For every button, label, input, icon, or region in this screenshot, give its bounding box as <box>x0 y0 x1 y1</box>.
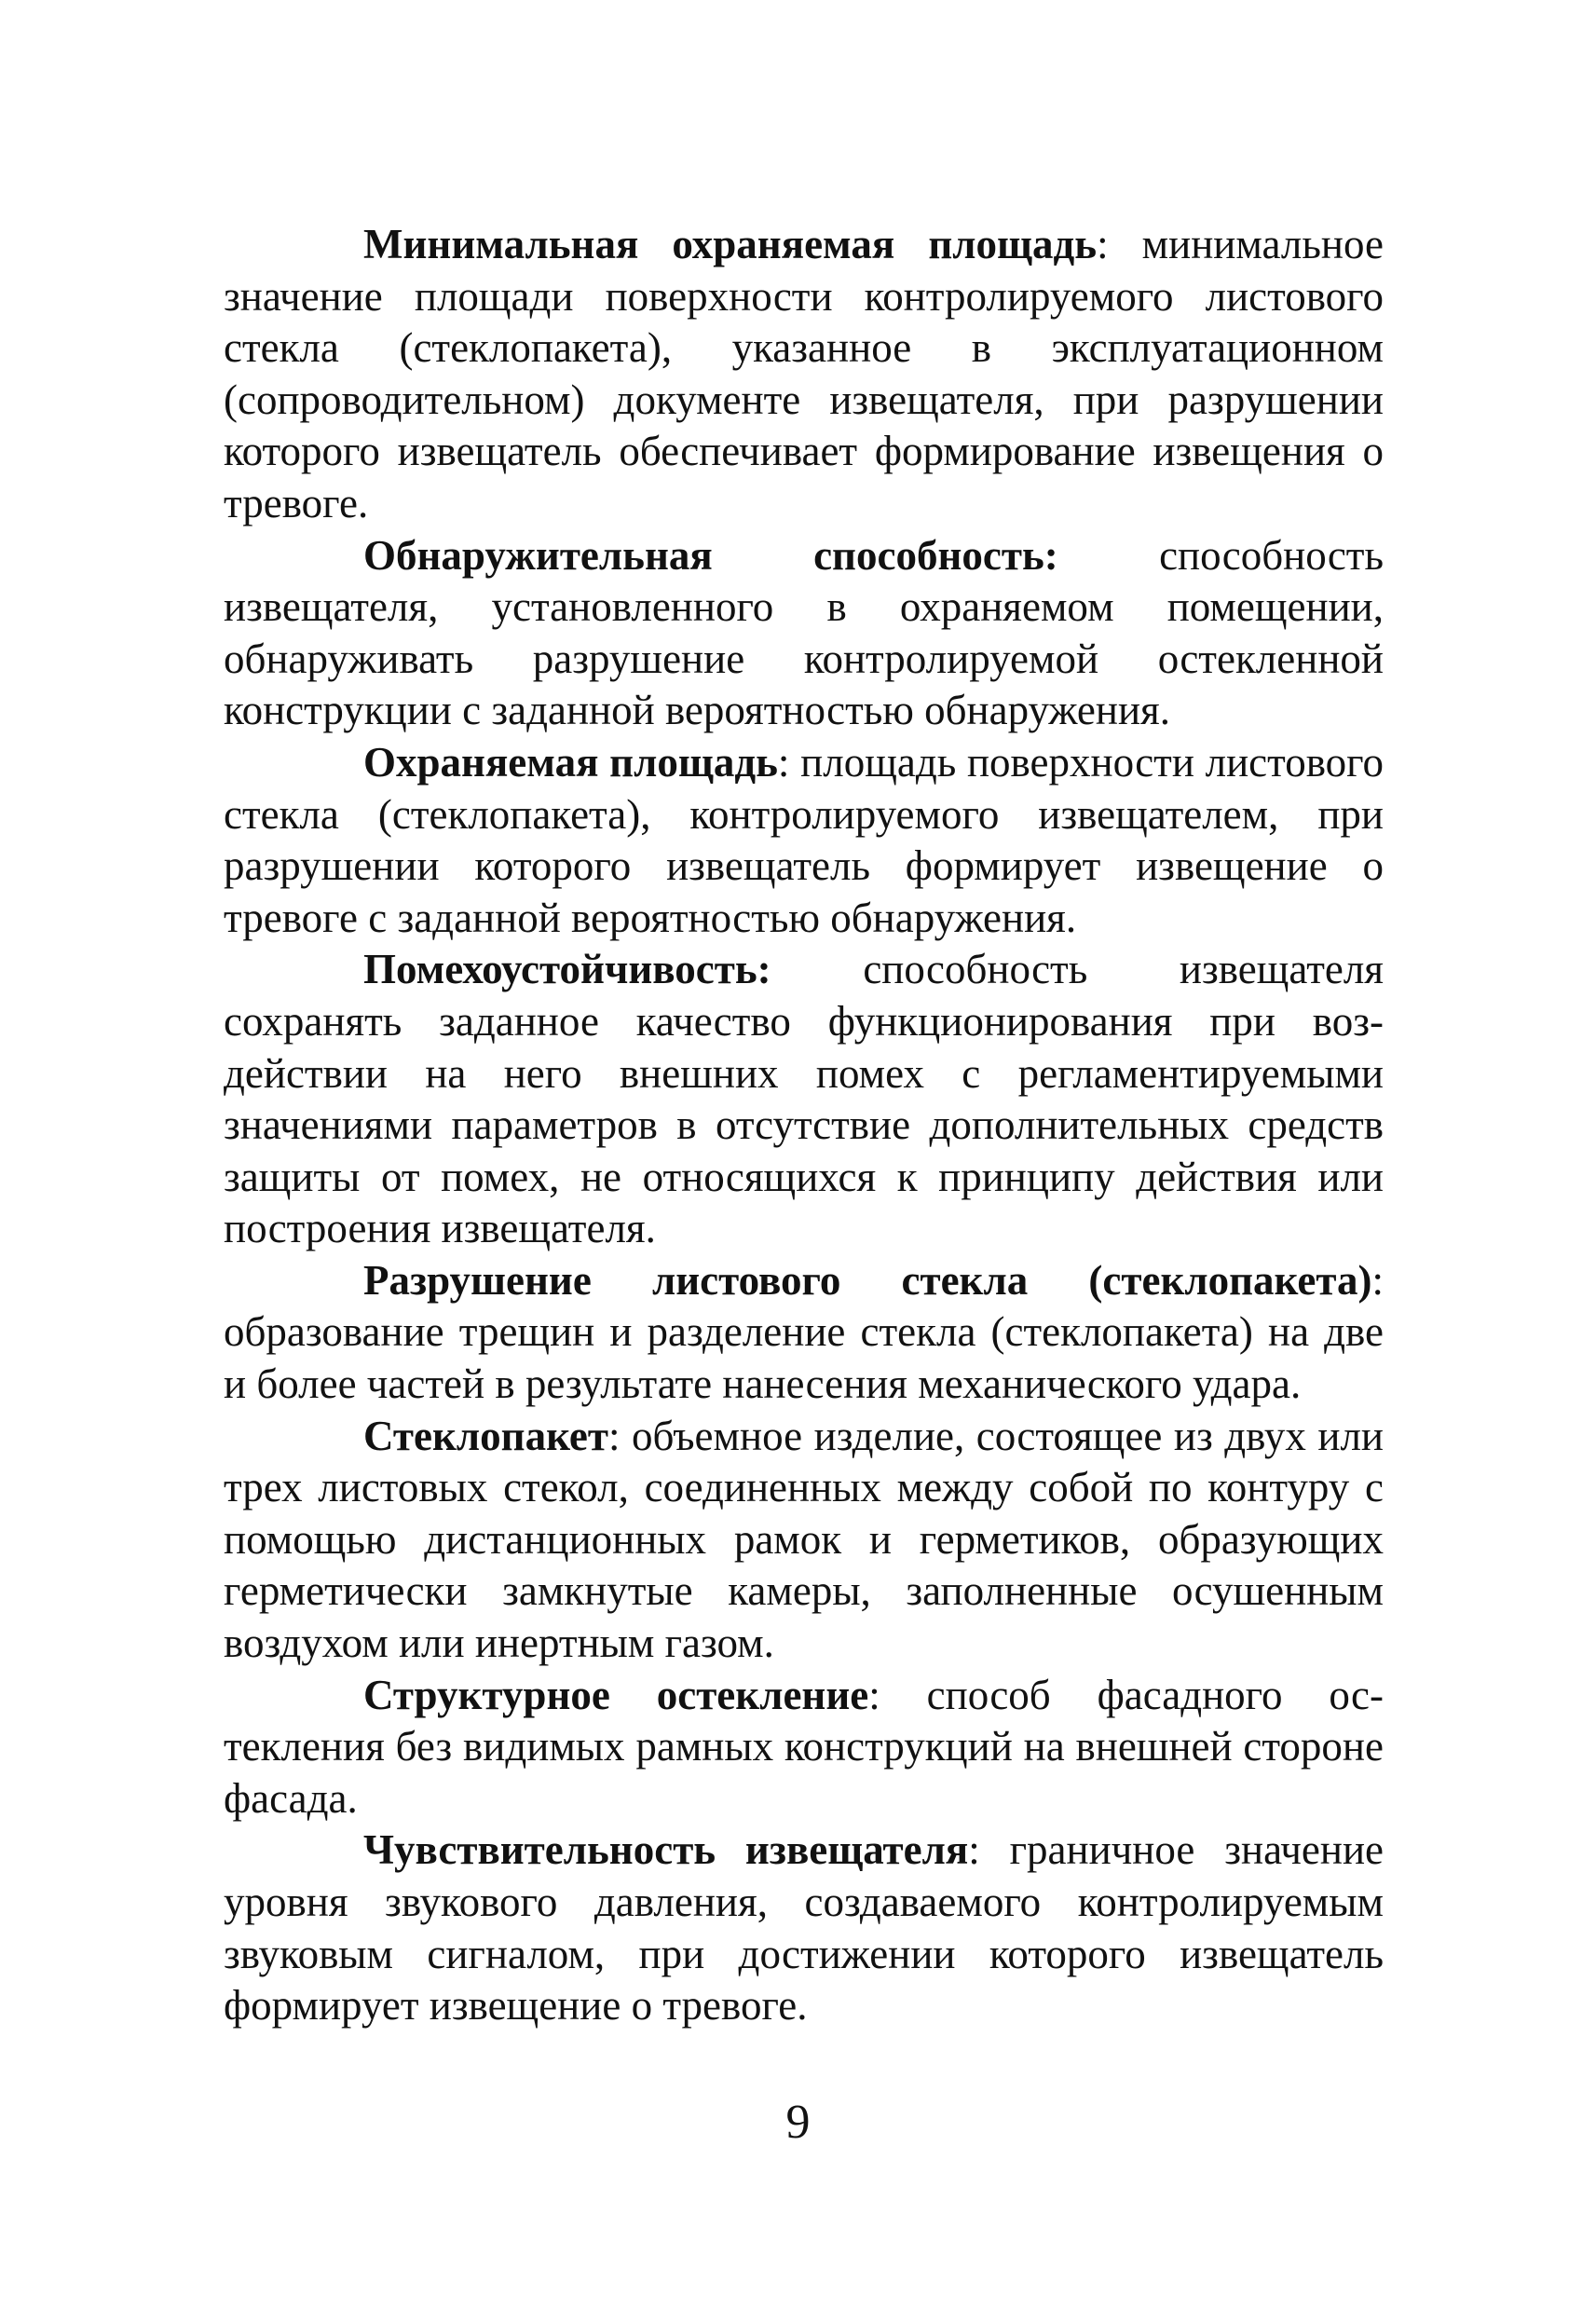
glossary-entry-minimum-protected-area <box>224 219 1384 530</box>
entry-separator: : <box>607 1412 621 1459</box>
entry-definition: площадь поверхности листового стекла (стеклопакета), контролируемого извещателем, при разрушении которого извещатель формирует извещение о тревоге с заданной вероятностью обнаружения. <box>224 738 1384 941</box>
entry-term: Помехоустойчивость: <box>363 946 771 993</box>
entry-separator: : <box>1371 1256 1384 1304</box>
glossary-entry-glass-unit <box>224 1411 1384 1670</box>
entry-definition: способность извещателя, установленного в охраняемом помещении, обнаруживать разрушение контролируемой остекленной конструкции с заданной вероятностью обнаружения. <box>224 531 1384 734</box>
entry-definition: граничное значение уровня звукового давления, создаваемого контролируемым звуковым сигналом, при достижении которого извещатель формирует извещение о тревоге. <box>224 1826 1384 2030</box>
entry-definition: минимальное значение площади поверхности контролируемого листового стекла (стеклопакета), указанное в эксплуатационном (сопроводительном) документе извещателя, при разрушении которого извещатель обеспечивает формирование извещения о тревоге. <box>224 221 1385 526</box>
glossary-entry-detection-capability <box>224 530 1384 737</box>
entry-term: Минимальная охраняемая площадь <box>363 221 1098 267</box>
page-number: 9 <box>785 2096 811 2149</box>
glossary-entry-structural-glazing <box>224 1670 1384 1825</box>
entry-term: Чувствительность извещателя <box>363 1826 969 1874</box>
entry-definition: объемное изделие, состоящее из двух или трех листовых стекол, соединенных между собой по контуру с помощью дистанционных рамок и герметиков, образующих герметически замкнутые камеры, заполненные осушенным воздухом или инертным газом. <box>224 1412 1384 1667</box>
entry-definition: способ фасадного остекления без видимых рамных конструкций на внешней стороне фасада. <box>224 1671 1384 1822</box>
entry-separator: : <box>968 1826 980 1874</box>
entry-separator: : <box>868 1671 880 1718</box>
glossary-entry-protected-area <box>224 737 1384 944</box>
entry-definition: образование трещин и разделение стекла (стеклопакета) на две и более частей в результате нанесения механического удара. <box>224 1308 1384 1408</box>
entry-term: Разрушение листового стекла (стеклопакета) <box>363 1256 1372 1304</box>
glossary-entry-detector-sensitivity <box>224 1825 1384 2031</box>
entry-definition: способность извещателя сохранять заданное качество функционирования при воздействии на него внешних помех с регламентируемыми значениями параметров в отсутствие дополнительных средств защиты от помех, не относящихся к принципу действия или построения извещателя. <box>224 946 1384 1252</box>
glossary-body <box>224 219 1384 2032</box>
entry-separator: : <box>777 738 790 786</box>
entry-separator: : <box>1097 221 1109 267</box>
entry-term: Структурное остекление <box>363 1671 869 1718</box>
entry-term: Охраняемая площадь <box>363 738 778 786</box>
glossary-entry-glass-breakage <box>224 1255 1384 1411</box>
entry-term: Обнаружительная способность: <box>363 531 1058 579</box>
glossary-entry-noise-immunity <box>224 944 1384 1255</box>
entry-term: Стеклопакет <box>363 1412 608 1459</box>
